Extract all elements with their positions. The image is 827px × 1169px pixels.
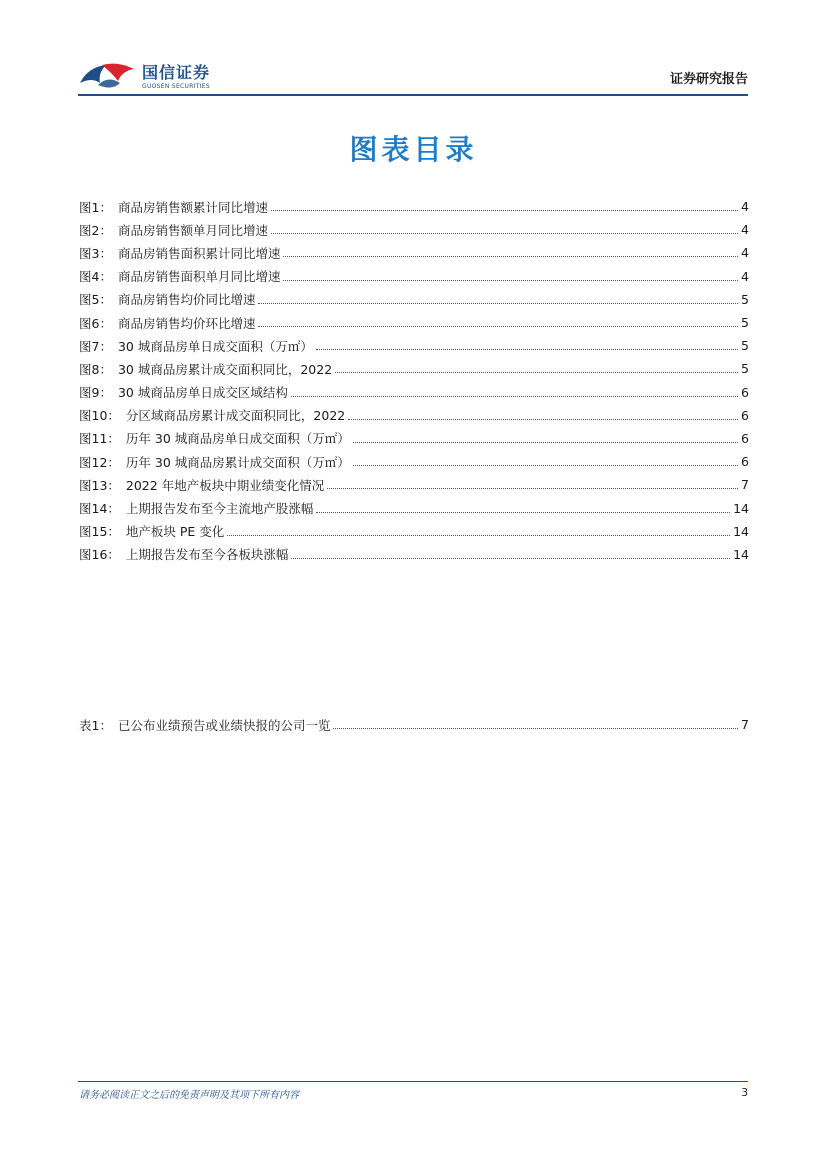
figure-title: 30 城商品房单日成交面积（万㎡） xyxy=(117,338,313,354)
figure-number: 图7： xyxy=(79,338,112,354)
figure-page-number: 4 xyxy=(741,268,749,284)
figure-page-number: 4 xyxy=(741,199,749,215)
dot-leader xyxy=(316,349,738,350)
dot-leader xyxy=(291,558,730,559)
figure-entry[interactable] xyxy=(79,334,749,357)
figure-page-number: 7 xyxy=(741,477,749,493)
figure-page-number: 5 xyxy=(741,361,749,377)
report-type-label: 证券研究报告 xyxy=(669,72,748,87)
figure-number: 图2： xyxy=(79,222,112,238)
logo-text-cn: 国信证券 xyxy=(142,63,211,82)
dot-leader xyxy=(348,419,738,420)
table-title: 已公布业绩预告或业绩快报的公司一览 xyxy=(117,717,331,733)
footer-divider xyxy=(78,1081,748,1082)
figure-title: 30 城商品房单日成交区域结构 xyxy=(117,385,288,401)
figure-entry[interactable] xyxy=(79,357,749,380)
figure-title: 商品房销售均价同比增速 xyxy=(117,292,256,308)
table-entry[interactable] xyxy=(79,713,749,736)
page-title: 图表目录 xyxy=(349,133,478,166)
figure-entry[interactable] xyxy=(79,450,749,473)
figure-entry[interactable] xyxy=(79,543,749,566)
figure-number: 图3： xyxy=(79,245,112,261)
table-list xyxy=(79,713,749,736)
dot-leader xyxy=(283,256,738,257)
figure-title: 商品房销售均价环比增速 xyxy=(117,315,256,331)
figure-page-number: 4 xyxy=(741,245,749,261)
figure-entry[interactable] xyxy=(79,311,749,334)
dot-leader xyxy=(283,280,738,281)
figure-entry[interactable] xyxy=(79,241,749,264)
dot-leader xyxy=(353,442,738,443)
figure-page-number: 5 xyxy=(741,315,749,331)
dot-leader xyxy=(258,326,738,327)
figure-title: 上期报告发布至今主流地产股涨幅 xyxy=(125,501,314,517)
figure-title: 商品房销售额累计同比增速 xyxy=(117,199,268,215)
figure-title: 商品房销售面积单月同比增速 xyxy=(117,269,281,285)
dot-leader xyxy=(271,233,738,234)
figure-number: 图1： xyxy=(79,199,112,215)
figure-entry[interactable] xyxy=(79,288,749,311)
dot-leader xyxy=(333,728,738,729)
figure-entry[interactable] xyxy=(79,473,749,496)
figure-title: 2022 年地产板块中期业绩变化情况 xyxy=(125,477,325,493)
figure-page-number: 14 xyxy=(733,546,749,562)
figure-number: 图16： xyxy=(79,547,120,563)
dot-leader xyxy=(316,512,730,513)
figure-page-number: 14 xyxy=(733,500,749,516)
dot-leader xyxy=(227,535,730,536)
dot-leader xyxy=(353,465,738,466)
figure-title: 上期报告发布至今各板块涨幅 xyxy=(125,547,289,563)
guosen-logo-icon xyxy=(78,61,138,93)
dot-leader xyxy=(258,303,738,304)
figure-number: 图10： xyxy=(79,408,120,424)
dot-leader xyxy=(335,372,738,373)
figure-title: 历年 30 城商品房累计成交面积（万㎡） xyxy=(125,454,350,470)
figure-entry[interactable] xyxy=(79,427,749,450)
figure-page-number: 14 xyxy=(733,523,749,539)
figure-entry[interactable] xyxy=(79,496,749,519)
figure-entry[interactable] xyxy=(79,265,749,288)
figure-title: 分区域商品房累计成交面积同比，2022 xyxy=(125,408,346,424)
header-divider xyxy=(78,94,748,96)
logo-text-en: GUOSEN SECURITIES xyxy=(142,83,211,90)
figure-entry[interactable] xyxy=(79,195,749,218)
dot-leader xyxy=(291,396,738,397)
figure-list xyxy=(79,195,749,566)
figure-page-number: 6 xyxy=(741,454,749,470)
figure-page-number: 6 xyxy=(741,384,749,400)
figure-number: 图4： xyxy=(79,269,112,285)
figure-number: 图11： xyxy=(79,431,120,447)
figure-number: 图15： xyxy=(79,524,120,540)
figure-title: 30 城商品房累计成交面积同比，2022 xyxy=(117,361,333,377)
figure-number: 图14： xyxy=(79,501,120,517)
figure-number: 图9： xyxy=(79,385,112,401)
figure-number: 图8： xyxy=(79,361,112,377)
figure-title: 商品房销售面积累计同比增速 xyxy=(117,245,281,261)
figure-entry[interactable] xyxy=(79,218,749,241)
figure-entry[interactable] xyxy=(79,520,749,543)
company-logo xyxy=(78,57,228,97)
figure-page-number: 4 xyxy=(741,222,749,238)
figure-number: 图13： xyxy=(79,477,120,493)
figure-number: 图6： xyxy=(79,315,112,331)
dot-leader xyxy=(327,488,738,489)
figure-number: 图5： xyxy=(79,292,112,308)
figure-page-number: 5 xyxy=(741,338,749,354)
figure-number: 图12： xyxy=(79,454,120,470)
figure-title: 商品房销售额单月同比增速 xyxy=(117,222,268,238)
figure-title: 地产板块 PE 变化 xyxy=(125,524,225,540)
figure-title: 历年 30 城商品房单日成交面积（万㎡） xyxy=(125,431,350,447)
table-number: 表1： xyxy=(79,717,112,733)
page-number: 3 xyxy=(741,1087,748,1099)
page-header xyxy=(78,52,748,96)
figure-page-number: 5 xyxy=(741,291,749,307)
figure-page-number: 6 xyxy=(741,430,749,446)
dot-leader xyxy=(271,210,738,211)
figure-entry[interactable] xyxy=(79,381,749,404)
disclaimer-note: 请务必阅读正文之后的免责声明及其项下所有内容 xyxy=(79,1090,299,1101)
figure-entry[interactable] xyxy=(79,404,749,427)
figure-page-number: 6 xyxy=(741,407,749,423)
table-page-number: 7 xyxy=(741,717,749,733)
